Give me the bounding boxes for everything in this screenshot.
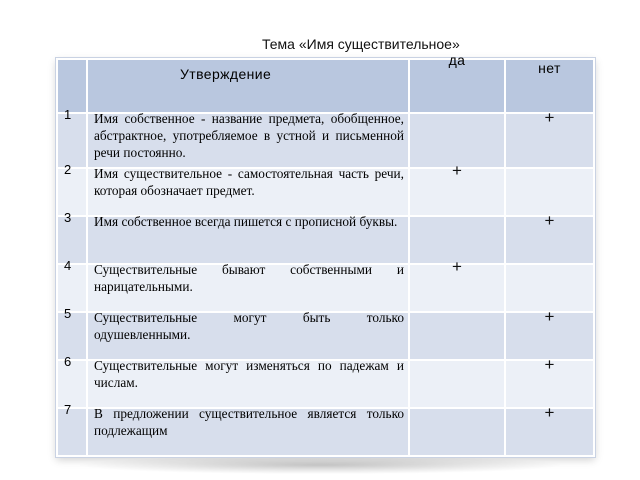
no-mark: +: [544, 403, 555, 422]
table-row: [57, 168, 594, 216]
table-row: [57, 408, 594, 456]
row-number: 7: [64, 402, 72, 417]
row-number: 2: [64, 162, 72, 177]
row-number: 3: [64, 210, 72, 225]
yes-mark: +: [452, 161, 462, 180]
row-number: 6: [64, 354, 72, 369]
yes-cell: [409, 312, 505, 360]
header-number: [57, 59, 87, 113]
no-mark: +: [544, 108, 555, 127]
header-no-label: нет: [538, 60, 561, 76]
statement-cell: [87, 360, 409, 408]
row-number-cell: [57, 354, 87, 408]
statement-text: Имя собственное - название предмета, обобщенное, абстрактное, употребляемое в устной и письменной речи постоянно.: [94, 111, 404, 160]
no-cell: [505, 168, 594, 216]
statement-text: Существительные могут быть только одушевленными.: [94, 310, 404, 342]
yes-cell: [409, 360, 505, 408]
statement-cell: [87, 168, 409, 216]
page-title: Тема «Имя существительное»: [262, 36, 460, 52]
header-no: [505, 59, 594, 113]
yes-cell: [409, 408, 505, 456]
statement-cell: [87, 408, 409, 456]
row-number-cell: [57, 210, 87, 264]
yes-mark: +: [452, 257, 462, 276]
row-number: 1: [64, 107, 72, 122]
no-cell: [505, 355, 594, 408]
no-mark: +: [544, 307, 555, 326]
statement-cell: [87, 312, 409, 360]
no-cell: [505, 403, 594, 456]
statement-text: Существительные бывают собственными и нарицательными.: [94, 262, 404, 294]
row-number-cell: [57, 402, 87, 456]
row-number: 4: [64, 258, 72, 273]
table-row: [57, 113, 594, 168]
statements-table: [56, 52, 595, 457]
row-number: 5: [64, 306, 72, 321]
no-mark: +: [544, 211, 555, 230]
table-row: [57, 360, 594, 408]
statement-text: В предложении существительное является только подлежащим: [94, 406, 404, 438]
row-number-cell: [57, 306, 87, 360]
statement-text: Существительные могут изменяться по падежам и числам.: [94, 358, 404, 390]
row-number-cell: [57, 107, 87, 168]
table-row: [57, 216, 594, 264]
table-header-row: [57, 59, 594, 113]
header-statement-label: Утверждение: [180, 66, 272, 82]
statement-cell: [87, 264, 409, 312]
row-number-cell: [57, 258, 87, 312]
table-row: [57, 312, 594, 360]
row-number-cell: [57, 162, 87, 216]
statement-cell: [87, 113, 409, 168]
yes-cell: [409, 161, 505, 216]
no-cell: [505, 211, 594, 264]
statement-text: Имя существительное - самостоятельная часть речи, которая обозначает предмет.: [94, 166, 404, 198]
yes-cell: [409, 257, 505, 312]
no-mark: +: [544, 355, 555, 374]
slide-shadow: [80, 456, 560, 474]
no-cell: [505, 108, 594, 168]
statement-cell: [87, 216, 409, 264]
header-yes: [409, 52, 505, 113]
header-statement: [87, 59, 409, 113]
yes-cell: [409, 113, 505, 168]
no-cell: [505, 264, 594, 312]
header-yes-label: да: [448, 52, 466, 68]
table-row: [57, 264, 594, 312]
statement-text: Имя собственное всегда пишется с прописной буквы.: [94, 214, 398, 229]
no-cell: [505, 307, 594, 360]
